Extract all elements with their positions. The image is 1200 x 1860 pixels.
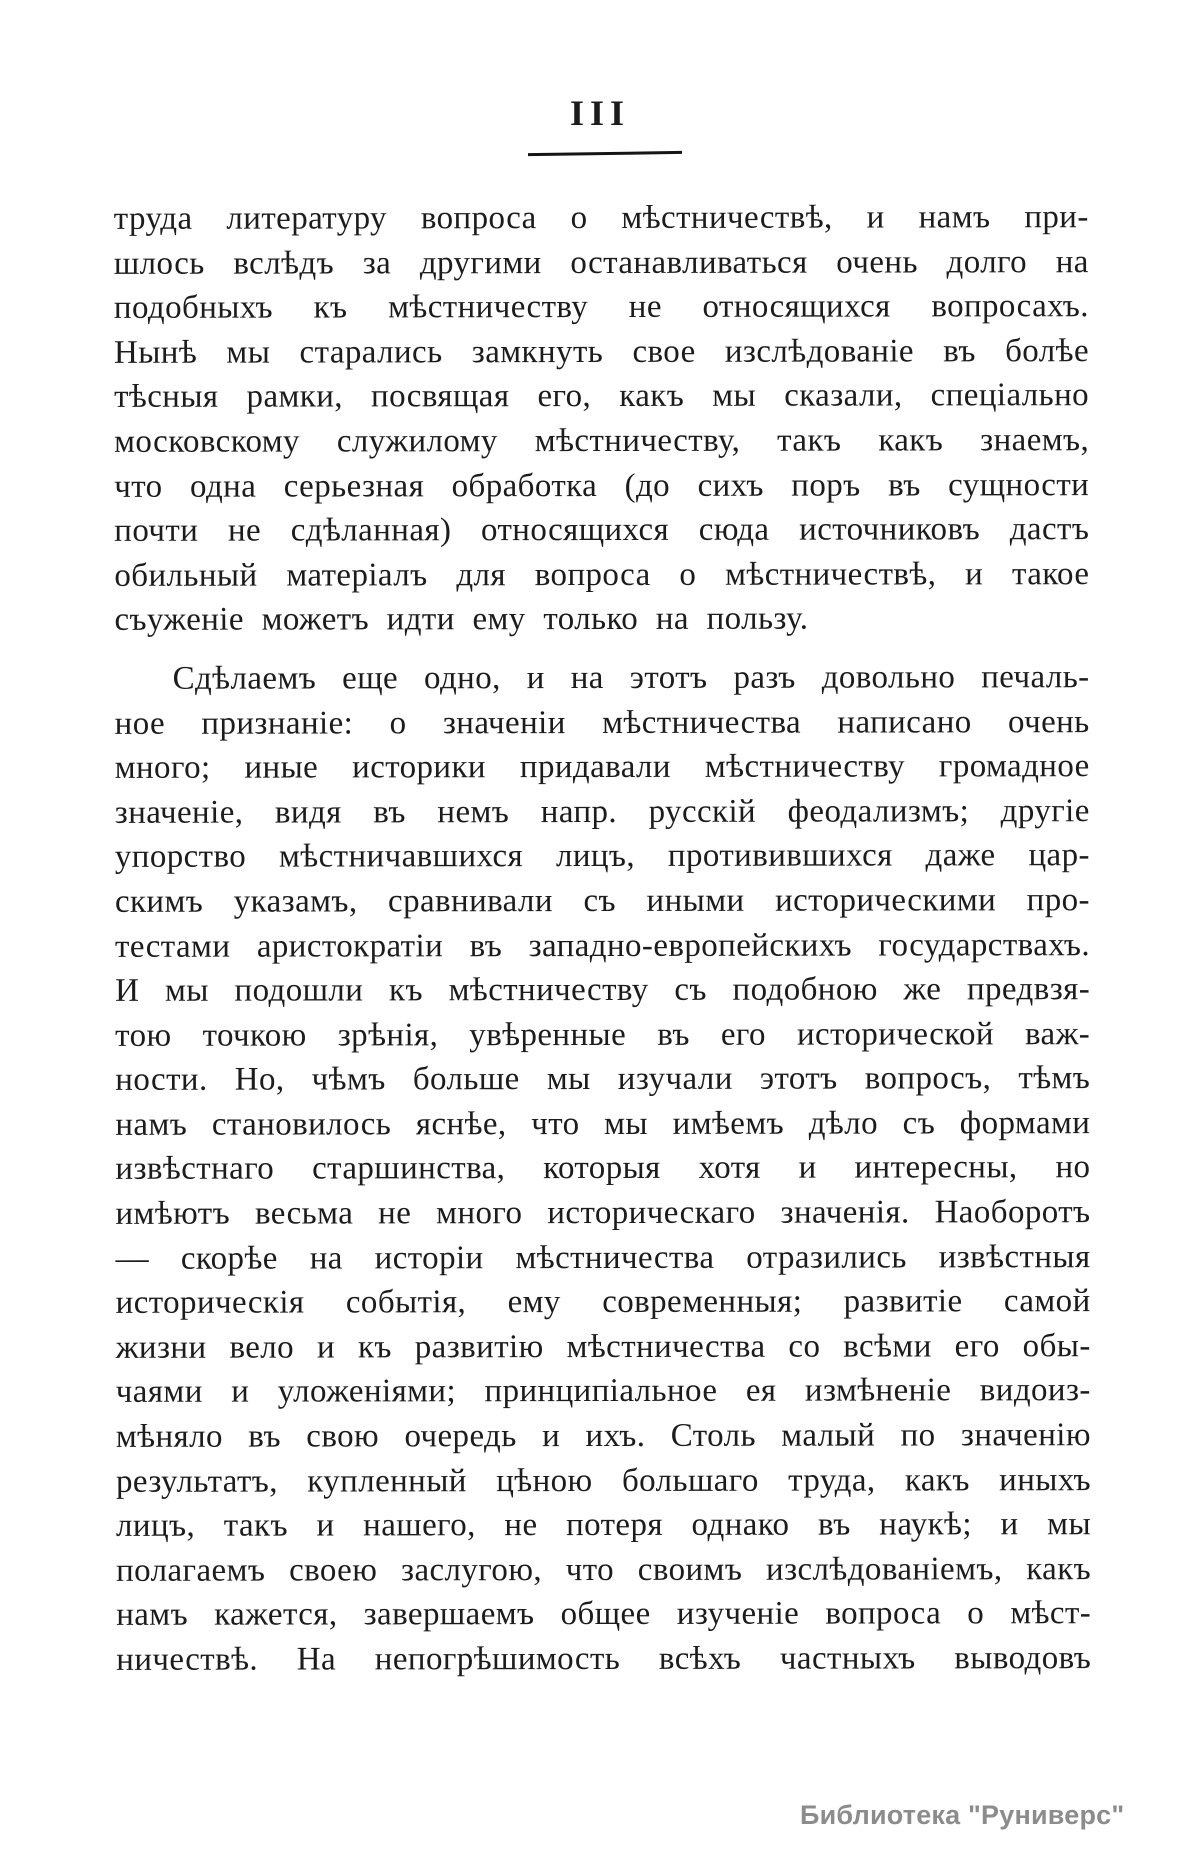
text-line: историческія событія, ему современныя; развитіе самой	[115, 1283, 1091, 1322]
text-line: Нынѣ мы старались замкнуть свое изслѣдованіе въ болѣе	[113, 332, 1090, 371]
page-number: III	[569, 93, 631, 133]
text-line: шлось вслѣдъ за другими останавливаться очень долго на	[113, 243, 1089, 282]
text-line: намъ кажется, завершаемъ общее изученіе вопроса о мѣст-	[116, 1595, 1092, 1634]
text-line: лицъ, такъ и нашего, не потеря однако въ наукѣ; и мы	[115, 1506, 1092, 1545]
text-line: обильный матеріалъ для вопроса о мѣстничествѣ, и такое	[114, 555, 1090, 594]
body-text	[114, 195, 1092, 1682]
text-line: И мы подошли къ мѣстничеству съ подобною же предвзя-	[115, 971, 1091, 1009]
header-rule	[528, 151, 682, 156]
text-line: чаями и уложеніями; принципіальное ея измѣненіе видоиз-	[115, 1372, 1091, 1411]
text-line: полагаемъ своею заслугою, что своимъ изслѣдованіемъ, какъ	[116, 1550, 1092, 1589]
text-line: упорство мѣстничавшихся лицъ, противившихся даже цар-	[114, 837, 1090, 876]
text-line: ности. Но, чѣмъ больше мы изучали этотъ вопросъ, тѣмъ	[115, 1060, 1091, 1099]
text-line: тестами аристократіи въ западно-европейскихъ государствахъ.	[114, 926, 1091, 965]
library-watermark: Библиотека "Руниверс"	[800, 1800, 1125, 1830]
text-line: что одна серьезная обработка (до сихъ поръ въ сущности	[114, 466, 1090, 505]
paragraph	[115, 655, 1092, 1682]
text-line: намъ становилось яснѣе, что мы имѣемъ дѣло съ формами	[115, 1105, 1091, 1143]
text-line: тою точкою зрѣнія, увѣренные въ его исторической важ-	[115, 1015, 1091, 1054]
text-line: значеніе, видя въ немъ напр. русскій феодализмъ; другіе	[114, 792, 1090, 831]
text-line: съуженіе можетъ идти ему только на пользу.	[114, 600, 809, 639]
text-line: ное признаніе: о значеніи мѣстничества написано очень	[114, 703, 1090, 742]
text-line: извѣстнаго старшинства, которыя хотя и интересны, но	[115, 1149, 1091, 1188]
text-line: — скорѣе на исторіи мѣстничества отразились извѣстныя	[115, 1238, 1091, 1277]
text-line: Сдѣлаемъ еще одно, и на этотъ разъ довольно печаль-	[172, 659, 1090, 697]
text-line: московскому служилому мѣстничеству, такъ какъ знаемъ,	[114, 422, 1090, 460]
paragraph	[114, 195, 1090, 643]
text-line: подобныхъ къ мѣстничеству не относящихся вопросахъ.	[113, 288, 1089, 327]
text-line: ничествѣ. На непогрѣшимость всѣхъ частныхъ выводовъ	[116, 1640, 1092, 1678]
text-line: много; иные историки придавали мѣстничеству громадное	[114, 748, 1090, 786]
text-line: жизни вело и къ развитію мѣстничества со всѣми его обы-	[115, 1327, 1091, 1366]
text-line: скимъ указамъ, сравнивали съ иными историческими про-	[114, 882, 1090, 920]
text-line: результатъ, купленный цѣною большаго труда, какъ иныхъ	[115, 1461, 1091, 1500]
text-line: почти не сдѣланная) относящихся сюда источниковъ дастъ	[114, 511, 1090, 550]
text-line: мѣняло въ свою очередь и ихъ. Столь малый по значенію	[115, 1417, 1091, 1455]
text-line: тѣсныя рамки, посвящая его, какъ мы сказали, спеціально	[114, 377, 1090, 416]
text-line: имѣютъ весьма не много историческаго значенія. Наоборотъ	[115, 1194, 1091, 1232]
text-line: труда литературу вопроса о мѣстничествѣ, и намъ при-	[113, 199, 1089, 237]
